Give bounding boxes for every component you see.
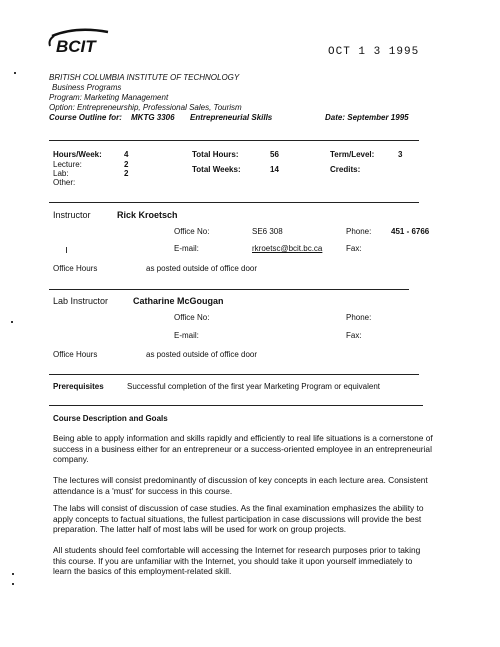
prerequisites-label: Prerequisites	[53, 382, 104, 391]
scan-speck	[14, 72, 16, 74]
instructor-label: Instructor	[53, 210, 91, 220]
instructor-name: Rick Kroetsch	[117, 210, 178, 220]
scan-speck	[12, 573, 14, 575]
divider	[49, 289, 409, 290]
program-line: Program: Marketing Management	[49, 93, 169, 102]
divider	[49, 140, 419, 141]
lecture-label: Lecture:	[53, 160, 82, 169]
received-stamp: OCT 1 3 1995	[328, 46, 420, 58]
instructor-email-link[interactable]: rkroetsc@bcit.bc.ca	[252, 244, 323, 253]
course-code: MKTG 3306	[131, 113, 175, 122]
description-paragraph: The labs will consist of discussion of case studies. As the final examination emphasizes the ability to apply concepts to factual situations, the fullest participation in case discussions will provide the best preparation. The latter half of most labs will be used for work on group projects.	[53, 503, 424, 534]
total-hours-label: Total Hours:	[192, 150, 239, 159]
instructor-phone-label: Phone:	[346, 227, 372, 236]
lecture-value: 2	[124, 160, 129, 169]
scan-speck	[66, 247, 67, 253]
svg-text:BCIT: BCIT	[56, 37, 96, 56]
divider	[49, 202, 419, 203]
instructor-office-label: Office No:	[174, 227, 210, 236]
description-paragraph: Being able to apply information and skills rapidly and efficiently to real life situations is a cornerstone of success in a business either for an entrepreneur or a success-oriented employee in an entrepreneurial company.	[53, 433, 433, 464]
instructor-office-value: SE6 308	[252, 227, 283, 236]
total-weeks-value: 14	[270, 165, 279, 174]
institute-name: BRITISH COLUMBIA INSTITUTE OF TECHNOLOGY	[49, 73, 240, 82]
course-name: Entrepreneurial Skills	[190, 113, 273, 122]
lab-office-hours-label: Office Hours	[53, 350, 98, 359]
lab-email-label: E-mail:	[174, 331, 199, 340]
divider	[49, 405, 423, 406]
term-level-value: 3	[398, 150, 403, 159]
outline-label: Course Outline for:	[49, 113, 122, 122]
lab-office-label: Office No:	[174, 313, 210, 322]
lab-fax-label: Fax:	[346, 331, 362, 340]
lab-instructor-label: Lab Instructor	[53, 296, 109, 306]
bcit-logo	[46, 26, 114, 56]
scan-speck	[12, 583, 14, 585]
hours-week-label: Hours/Week:	[53, 150, 102, 159]
lab-instructor-name: Catharine McGougan	[133, 296, 224, 306]
total-weeks-label: Total Weeks:	[192, 165, 241, 174]
term-level-label: Term/Level:	[330, 150, 375, 159]
credits-label: Credits:	[330, 165, 361, 174]
instructor-fax-label: Fax:	[346, 244, 362, 253]
business-programs: Business Programs	[52, 83, 122, 92]
divider	[49, 374, 419, 375]
description-paragraph: The lectures will consist predominantly of discussion of key concepts in each lecture area. Consistent attendance is a 'must' for success in this course.	[53, 475, 428, 496]
instructor-office-hours-value: as posted outside of office door	[146, 264, 258, 273]
total-hours-value: 56	[270, 150, 279, 159]
lab-office-hours-value: as posted outside of office door	[146, 350, 258, 359]
description-paragraph: All students should feel comfortable will accessing the Internet for research purposes prior to taking this course. If you are unfamiliar with the Internet, you should take it upon yourself immediately to learn the basics of this employment-related skill.	[53, 545, 421, 576]
instructor-office-hours-label: Office Hours	[53, 264, 98, 273]
description-title: Course Description and Goals	[53, 414, 168, 423]
lab-label: Lab:	[53, 169, 69, 178]
option-line: Option: Entrepreneurship, Professional Sales, Tourism	[49, 103, 242, 112]
lab-value: 2	[124, 169, 129, 178]
prerequisites-text: Successful completion of the first year Marketing Program or equivalent	[127, 382, 381, 391]
other-label: Other:	[53, 178, 76, 187]
scan-speck	[11, 321, 13, 323]
instructor-email-label: E-mail:	[174, 244, 199, 253]
course-date: Date: September 1995	[325, 113, 409, 122]
hours-week-value: 4	[124, 150, 129, 159]
instructor-phone-value: 451 - 6766	[391, 227, 430, 236]
lab-phone-label: Phone:	[346, 313, 372, 322]
